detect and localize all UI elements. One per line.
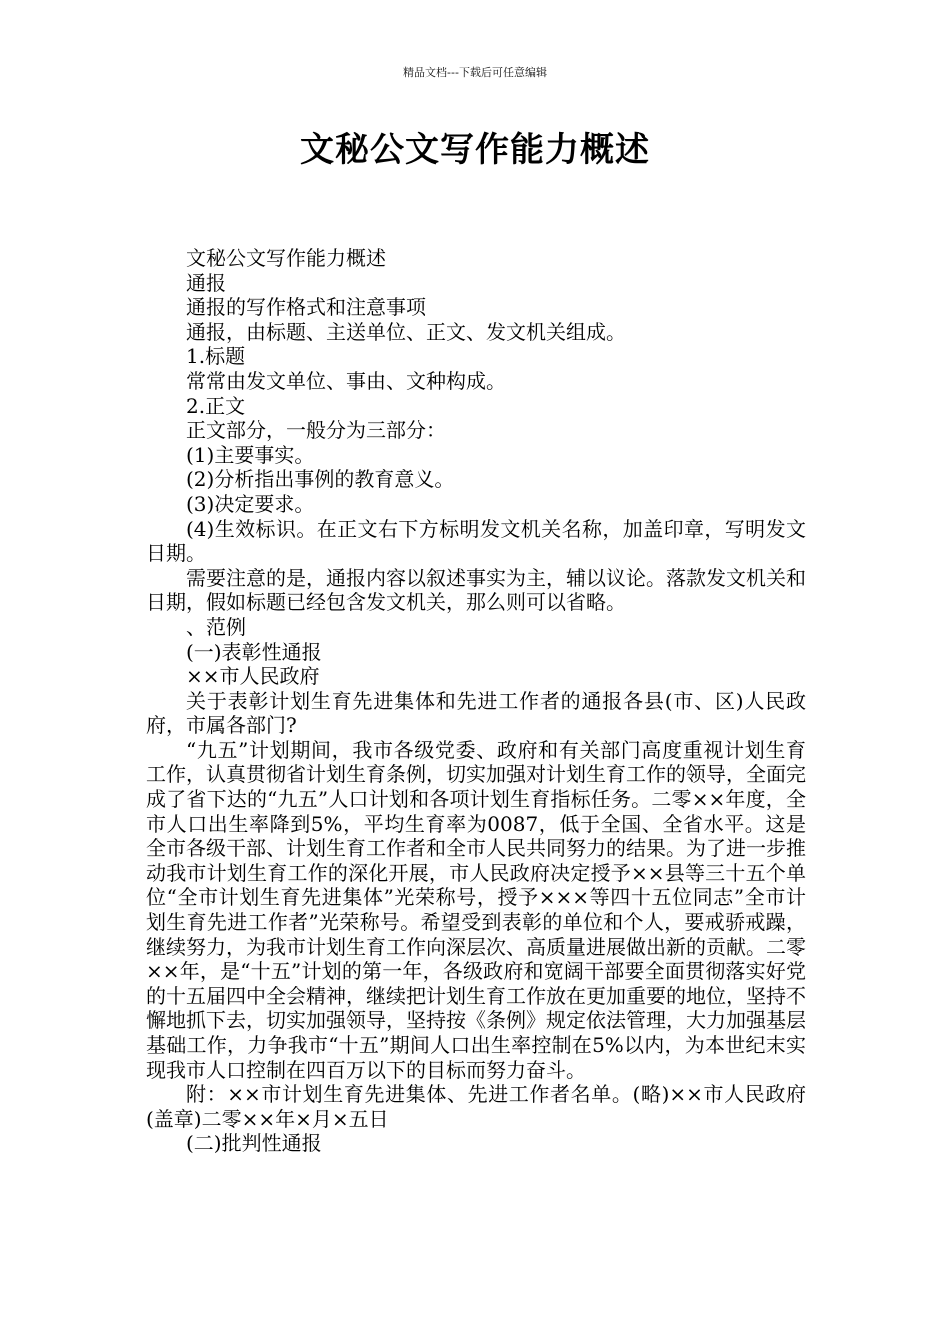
paragraph: “九五”计划期间，我市各级党委、政府和有关部门高度重视计划生育工作，认真贯彻省计划生育条例，切实加强对计划生育工作的领导，全面完成了省下达的“九五”人口计划和各项计划生育指标任务。二零××年度，全市人口出生率降到5%，平均生育率为0087，低于全国、全省水平。这是全市各级干部、计划生育工作者和全市人民共同努力的结果。为了进一步推动我市计划生育工作的深化开展，市人民政府决定授予××县等三十五个单位“全市计划生育先进集体”光荣称号，授予×××等四十五位同志”全市计划生育先进工作者”光荣称号。希望受到表彰的单位和个人，要戒骄戒躁，继续努力，为我市计划生育工作向深层次、高质量进展做出新的贡献。二零××年，是“十五”计划的第一年，各级政府和宽阔干部要全面贯彻落实好党的十五届四中全会精神，继续把计划生育工作放在更加重要的地位，坚持不懈地抓下去，切实加强领导，坚持按《条例》规定依法管理，大力加强基层基础工作，力争我市“十五”期间人口出生率控制在5%以内，为本世纪末实现我市人口控制在四百万以下的目标而努力奋斗。 [146, 737, 806, 1082]
document-title: 文秘公文写作能力概述 [300, 130, 650, 170]
list-item: (1)主要事实。 [186, 442, 315, 467]
page-header-note: 精品文档---下载后可任意编辑 [403, 66, 547, 79]
paragraph-heading-format: 通报的写作格式和注意事项 [186, 295, 426, 320]
paragraph-heading: 1.标题 [186, 344, 246, 369]
paragraph-heading: 、范例 [186, 614, 246, 639]
paragraph: 常常由发文单位、事由、文种构成。 [186, 368, 506, 393]
paragraph: 正文部分，一般分为三部分： [186, 418, 446, 443]
paragraph-heading: (二)批判性通报 [186, 1131, 322, 1156]
document-body [146, 246, 806, 1156]
list-item: (4)生效标识。在正文右下方标明发文机关名称，加盖印章，写明发文日期。 [146, 516, 806, 566]
paragraph-heading: 2.正文 [186, 393, 246, 418]
paragraph-subtitle: 文秘公文写作能力概述 [186, 246, 386, 270]
paragraph-heading: (一)表彰性通报 [186, 639, 322, 664]
paragraph: 需要注意的是，通报内容以叙述事实为主，辅以议论。落款发文机关和日期，假如标题已经包含发文机关，那么则可以省略。 [146, 565, 806, 615]
paragraph: 通报，由标题、主送单位、正文、发文机关组成。 [186, 319, 626, 344]
paragraph: 关于表彰计划生育先进集体和先进工作者的通报各县(市、区)人民政府，市属各部门? [146, 688, 806, 738]
list-item: (2)分析指出事例的教育意义。 [186, 467, 455, 492]
paragraph: ××市人民政府 [186, 664, 320, 689]
list-item: (3)决定要求。 [186, 491, 315, 516]
paragraph-heading-tongbao: 通报 [186, 270, 226, 295]
paragraph: 附：××市计划生育先进集体、先进工作者名单。(略)××市人民政府(盖章)二零××年×月×五日 [146, 1082, 806, 1131]
